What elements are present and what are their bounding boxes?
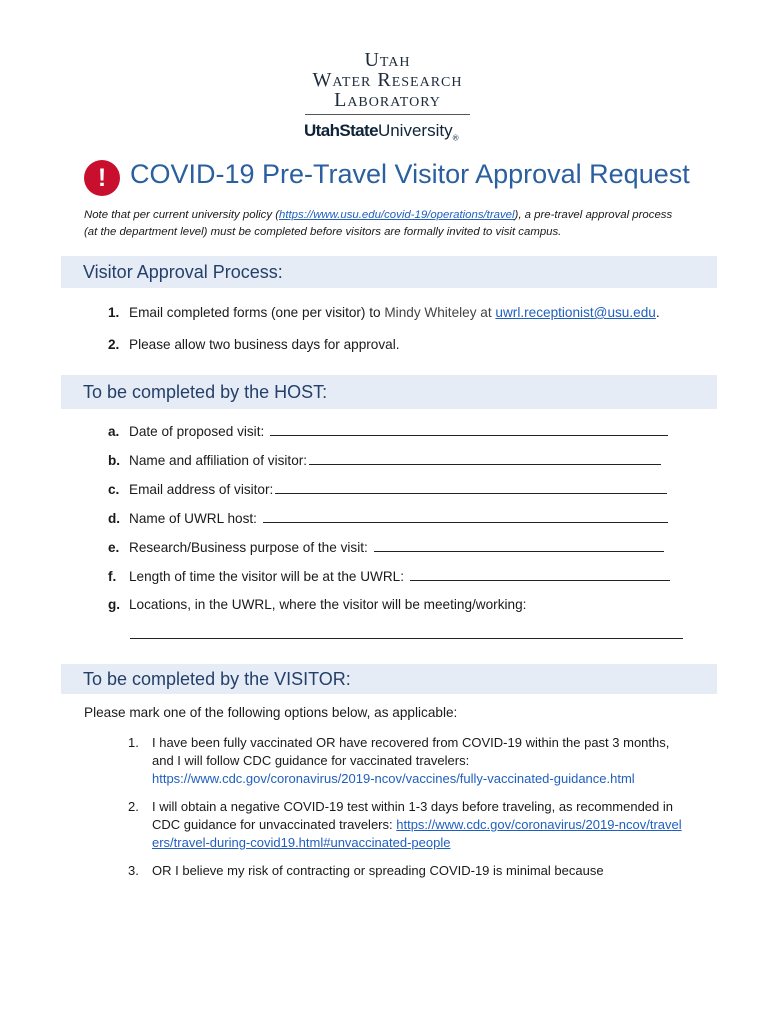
host-field-host-name	[108, 510, 668, 526]
note-prefix: Note that per current university policy (	[84, 209, 279, 221]
host-field-duration	[108, 568, 670, 584]
date-input-line[interactable]	[270, 423, 668, 436]
duration-input-line[interactable]	[410, 568, 670, 581]
usu-wordmark-bold: UtahState	[304, 121, 378, 140]
step-text: Please allow two business days for approval.	[129, 337, 400, 352]
field-label: Locations, in the UWRL, where the visitor will be meeting/working:	[129, 597, 527, 612]
process-step-1	[108, 305, 660, 320]
visitor-instructions: Please mark one of the following options below, as applicable:	[84, 705, 458, 720]
section-visitor: To be completed by the VISITOR:	[61, 664, 717, 694]
receptionist-email-link[interactable]: uwrl.receptionist@usu.edu	[495, 305, 656, 320]
policy-link[interactable]: https://www.usu.edu/covid-19/operations/travel	[279, 209, 515, 221]
option-text	[152, 734, 688, 788]
option-text	[152, 862, 688, 880]
option-number: 3.	[128, 863, 139, 878]
logo-line-2: Water Research	[312, 69, 463, 91]
cdc-vaccinated-guidance-link[interactable]: https://www.cdc.gov/coronavirus/2019-ncov/vaccines/fully-vaccinated-guidance.html	[152, 771, 635, 786]
logo-line-1: Utah	[364, 49, 411, 71]
policy-note	[84, 207, 684, 241]
field-label: Date of proposed visit:	[129, 424, 269, 439]
step-number: 1.	[108, 305, 120, 320]
section-approval-process: Visitor Approval Process:	[61, 256, 717, 288]
field-label: Name of UWRL host:	[129, 511, 261, 526]
field-letter: d.	[108, 511, 121, 526]
host-field-date	[108, 423, 668, 439]
field-label: Research/Business purpose of the visit:	[129, 540, 372, 555]
visitor-option-3	[128, 862, 688, 880]
field-label: Name and affiliation of visitor:	[129, 453, 308, 468]
option-text	[152, 798, 688, 852]
field-letter: f.	[108, 569, 117, 584]
logo-line-3: Laboratory	[334, 89, 441, 111]
cdc-unvaccinated-guidance-link[interactable]: https://www.cdc.gov/coronavirus/2019-ncov/travelers/travel-during-covid19.html#unvaccinated-people	[152, 817, 682, 850]
field-letter: g.	[108, 597, 121, 612]
host-field-purpose	[108, 539, 664, 555]
option-description: I will obtain a negative COVID-19 test within 1-3 days before traveling, as recommended in CDC guidance for unvaccinated travelers:	[152, 799, 673, 832]
contact-name: Mindy Whiteley at	[384, 305, 496, 320]
option-description: I have been fully vaccinated OR have recovered from COVID-19 within the past 3 months, and I will follow CDC guidance for vaccinated travelers:	[152, 735, 670, 768]
usu-wordmark-regular: University	[377, 121, 453, 140]
field-letter: e.	[108, 540, 120, 555]
page-title: COVID-19 Pre-Travel Visitor Approval Request	[130, 159, 690, 189]
step-text: Email completed forms (one per visitor) to	[129, 305, 385, 320]
field-label: Email address of visitor:	[129, 482, 274, 497]
option-number: 1.	[128, 735, 139, 750]
visitor-option-2	[128, 798, 688, 852]
uwrl-usu-logo	[300, 50, 475, 142]
visitor-option-1	[128, 734, 688, 788]
option-number: 2.	[128, 799, 139, 814]
process-step-2	[108, 337, 400, 352]
field-letter: c.	[108, 482, 120, 497]
host-field-locations	[108, 597, 526, 612]
logo-divider	[305, 114, 470, 115]
registered-mark: ®	[452, 133, 459, 143]
purpose-input-line[interactable]	[374, 539, 664, 552]
step-end: .	[655, 305, 660, 320]
visitor-name-input-line[interactable]	[309, 452, 661, 465]
host-field-visitor-name	[108, 452, 661, 468]
section-host: To be completed by the HOST:	[61, 375, 717, 409]
step-number: 2.	[108, 337, 120, 352]
option-description: OR I believe my risk of contracting or spreading COVID-19 is minimal because	[152, 863, 604, 878]
field-letter: b.	[108, 453, 121, 468]
host-name-input-line[interactable]	[263, 510, 668, 523]
visitor-email-input-line[interactable]	[275, 481, 667, 494]
host-field-visitor-email	[108, 481, 667, 497]
usu-wordmark	[300, 121, 475, 142]
alert-icon: !	[84, 160, 120, 196]
field-letter: a.	[108, 424, 120, 439]
locations-input-line[interactable]	[130, 626, 683, 639]
note-suffix: ), a pre-travel approval process (at the department level) must be completed before visitors are formally invited to visit campus.	[84, 209, 673, 238]
field-label: Length of time the visitor will be at the UWRL:	[129, 569, 408, 584]
